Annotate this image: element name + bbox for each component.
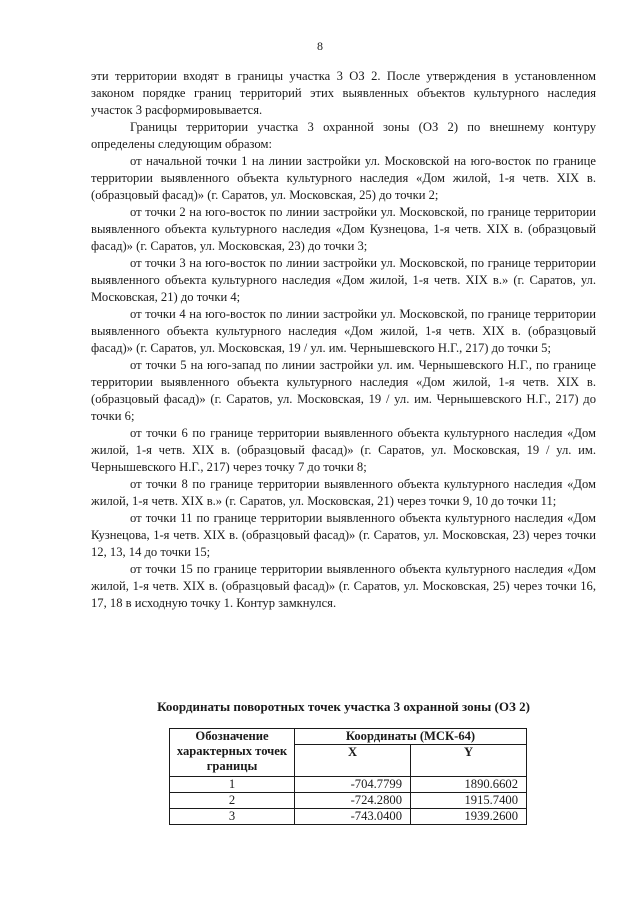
table-title: Координаты поворотных точек участка 3 охранной зоны (ОЗ 2) <box>157 699 530 714</box>
paragraph: от начальной точки 1 на линии застройки ул. Московской на юго-восток по границе территории выявленного объекта культурного наследия «Дом жилой, 1-я четв. XIX в. (образцовый фасад)» (г. Саратов, ул. Московская, 25) до точки 2; <box>91 154 596 202</box>
point-column-header: Обозначение характерных точек границы <box>170 729 295 777</box>
paragraph: от точки 3 на юго-восток по линии застройки ул. Московской, по границе территории выявленного объекта культурного наследия «Дом жилой, 1-я четв. XIX в.» (г. Саратов, ул. Московская, 21) до точки 4; <box>91 256 596 304</box>
table-row <box>170 777 527 793</box>
x-cell: -724.2800 <box>295 793 411 809</box>
table-row <box>170 793 527 809</box>
y-cell: 1939.2600 <box>411 809 527 825</box>
y-cell: 1890.6602 <box>411 777 527 793</box>
y-column-header: Y <box>411 745 527 777</box>
paragraph: Границы территории участка 3 охранной зоны (ОЗ 2) по внешнему контуру определены следующим образом: <box>91 120 596 151</box>
paragraph: от точки 4 на юго-восток по линии застройки ул. Московской, по границе территории выявленного объекта культурного наследия «Дом жилой, 1-я четв. XIX в. (образцовый фасад)» (г. Саратов, ул. Московская, 19 / ул. им. Чернышевского Н.Г., 217) до точки 5; <box>91 307 596 355</box>
point-cell: 2 <box>170 793 295 809</box>
table-header-row <box>170 729 527 745</box>
table-row <box>170 809 527 825</box>
coordinates-table <box>169 728 527 825</box>
y-cell: 1915.7400 <box>411 793 527 809</box>
paragraph: от точки 2 на юго-восток по линии застройки ул. Московской, по границе территории выявленного объекта культурного наследия «Дом Кузнецова, 1-я четв. XIX в. (образцовый фасад)» (г. Саратов, ул. Московская, 23) до точки 3; <box>91 205 596 253</box>
document-body <box>91 68 596 612</box>
paragraph: эти территории входят в границы участка 3 ОЗ 2. После утверждения в установленном законом порядке границ территорий этих выявленных объектов культурного наследия участок 3 расформировывается. <box>91 69 596 117</box>
paragraph: от точки 6 по границе территории выявленного объекта культурного наследия «Дом жилой, 1-я четв. XIX в. (образцовый фасад)» (г. Саратов, ул. Московская, 19 / ул. им. Чернышевского Н.Г., 217) через точку 7 до точки 8; <box>91 426 596 474</box>
paragraph: от точки 5 на юго-запад по линии застройки ул. им. Чернышевского Н.Г., по границе территории выявленного объекта культурного наследия «Дом жилой, 1-я четв. XIX в. (образцовый фасад)» (г. Саратов, ул. Московская, 19 / ул. им. Чернышевского Н.Г., 217) до точки 6; <box>91 358 596 423</box>
x-cell: -743.0400 <box>295 809 411 825</box>
paragraph: от точки 8 по границе территории выявленного объекта культурного наследия «Дом жилой, 1-я четв. XIX в.» (г. Саратов, ул. Московская, 21) через точки 9, 10 до точки 11; <box>91 477 596 508</box>
point-cell: 1 <box>170 777 295 793</box>
point-cell: 3 <box>170 809 295 825</box>
page-number: 8 <box>317 39 323 53</box>
coordinates-column-header: Координаты (МСК-64) <box>295 729 527 745</box>
paragraph: от точки 15 по границе территории выявленного объекта культурного наследия «Дом жилой, 1-я четв. XIX в. (образцовый фасад)» (г. Саратов, ул. Московская, 25) через точки 16, 17, 18 в исходную точку 1. Контур замкнулся. <box>91 562 596 610</box>
x-cell: -704.7799 <box>295 777 411 793</box>
x-column-header: X <box>295 745 411 777</box>
paragraph: от точки 11 по границе территории выявленного объекта культурного наследия «Дом Кузнецова, 1-я четв. XIX в. (образцовый фасад)» (г. Саратов, ул. Московская, 23) через точки 12, 13, 14 до точки 15; <box>91 511 596 559</box>
